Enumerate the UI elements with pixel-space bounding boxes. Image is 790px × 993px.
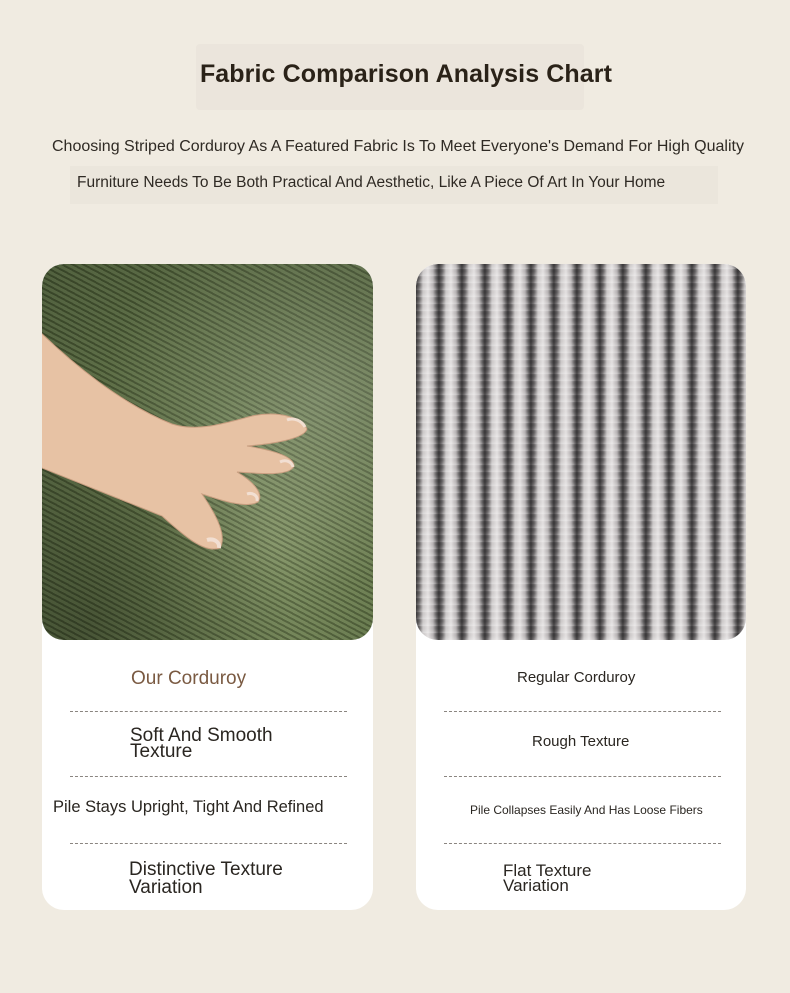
divider (444, 843, 721, 844)
divider (70, 711, 347, 712)
regular-corduroy-heading: Regular Corduroy (517, 669, 636, 686)
our-row-pile: Pile Stays Upright, Tight And Refined (53, 798, 324, 816)
our-row-variation: Distinctive Texture Variation (129, 859, 283, 898)
our-corduroy-heading: Our Corduroy (131, 668, 247, 689)
divider (70, 776, 347, 777)
regular-row-variation: Flat Texture Variation (503, 861, 592, 895)
regular-row-texture: Rough Texture (532, 733, 630, 750)
divider (444, 776, 721, 777)
green-corduroy-photo (42, 264, 373, 640)
regular-corduroy-card (416, 264, 746, 910)
page-title: Fabric Comparison Analysis Chart (199, 60, 613, 88)
hand-illustration (42, 304, 362, 564)
gray-corduroy-photo (416, 264, 746, 640)
our-row-texture: Soft And Smooth Texture (130, 725, 273, 762)
divider (70, 843, 347, 844)
our-corduroy-card (42, 264, 373, 910)
divider (444, 711, 721, 712)
regular-row-pile: Pile Collapses Easily And Has Loose Fibers (470, 803, 703, 817)
subtitle-line-2: Furniture Needs To Be Both Practical And Aesthetic, Like A Piece Of Art In Your Home (77, 174, 666, 191)
subtitle-line-1: Choosing Striped Corduroy As A Featured Fabric Is To Meet Everyone's Demand For High Quality (52, 138, 744, 155)
